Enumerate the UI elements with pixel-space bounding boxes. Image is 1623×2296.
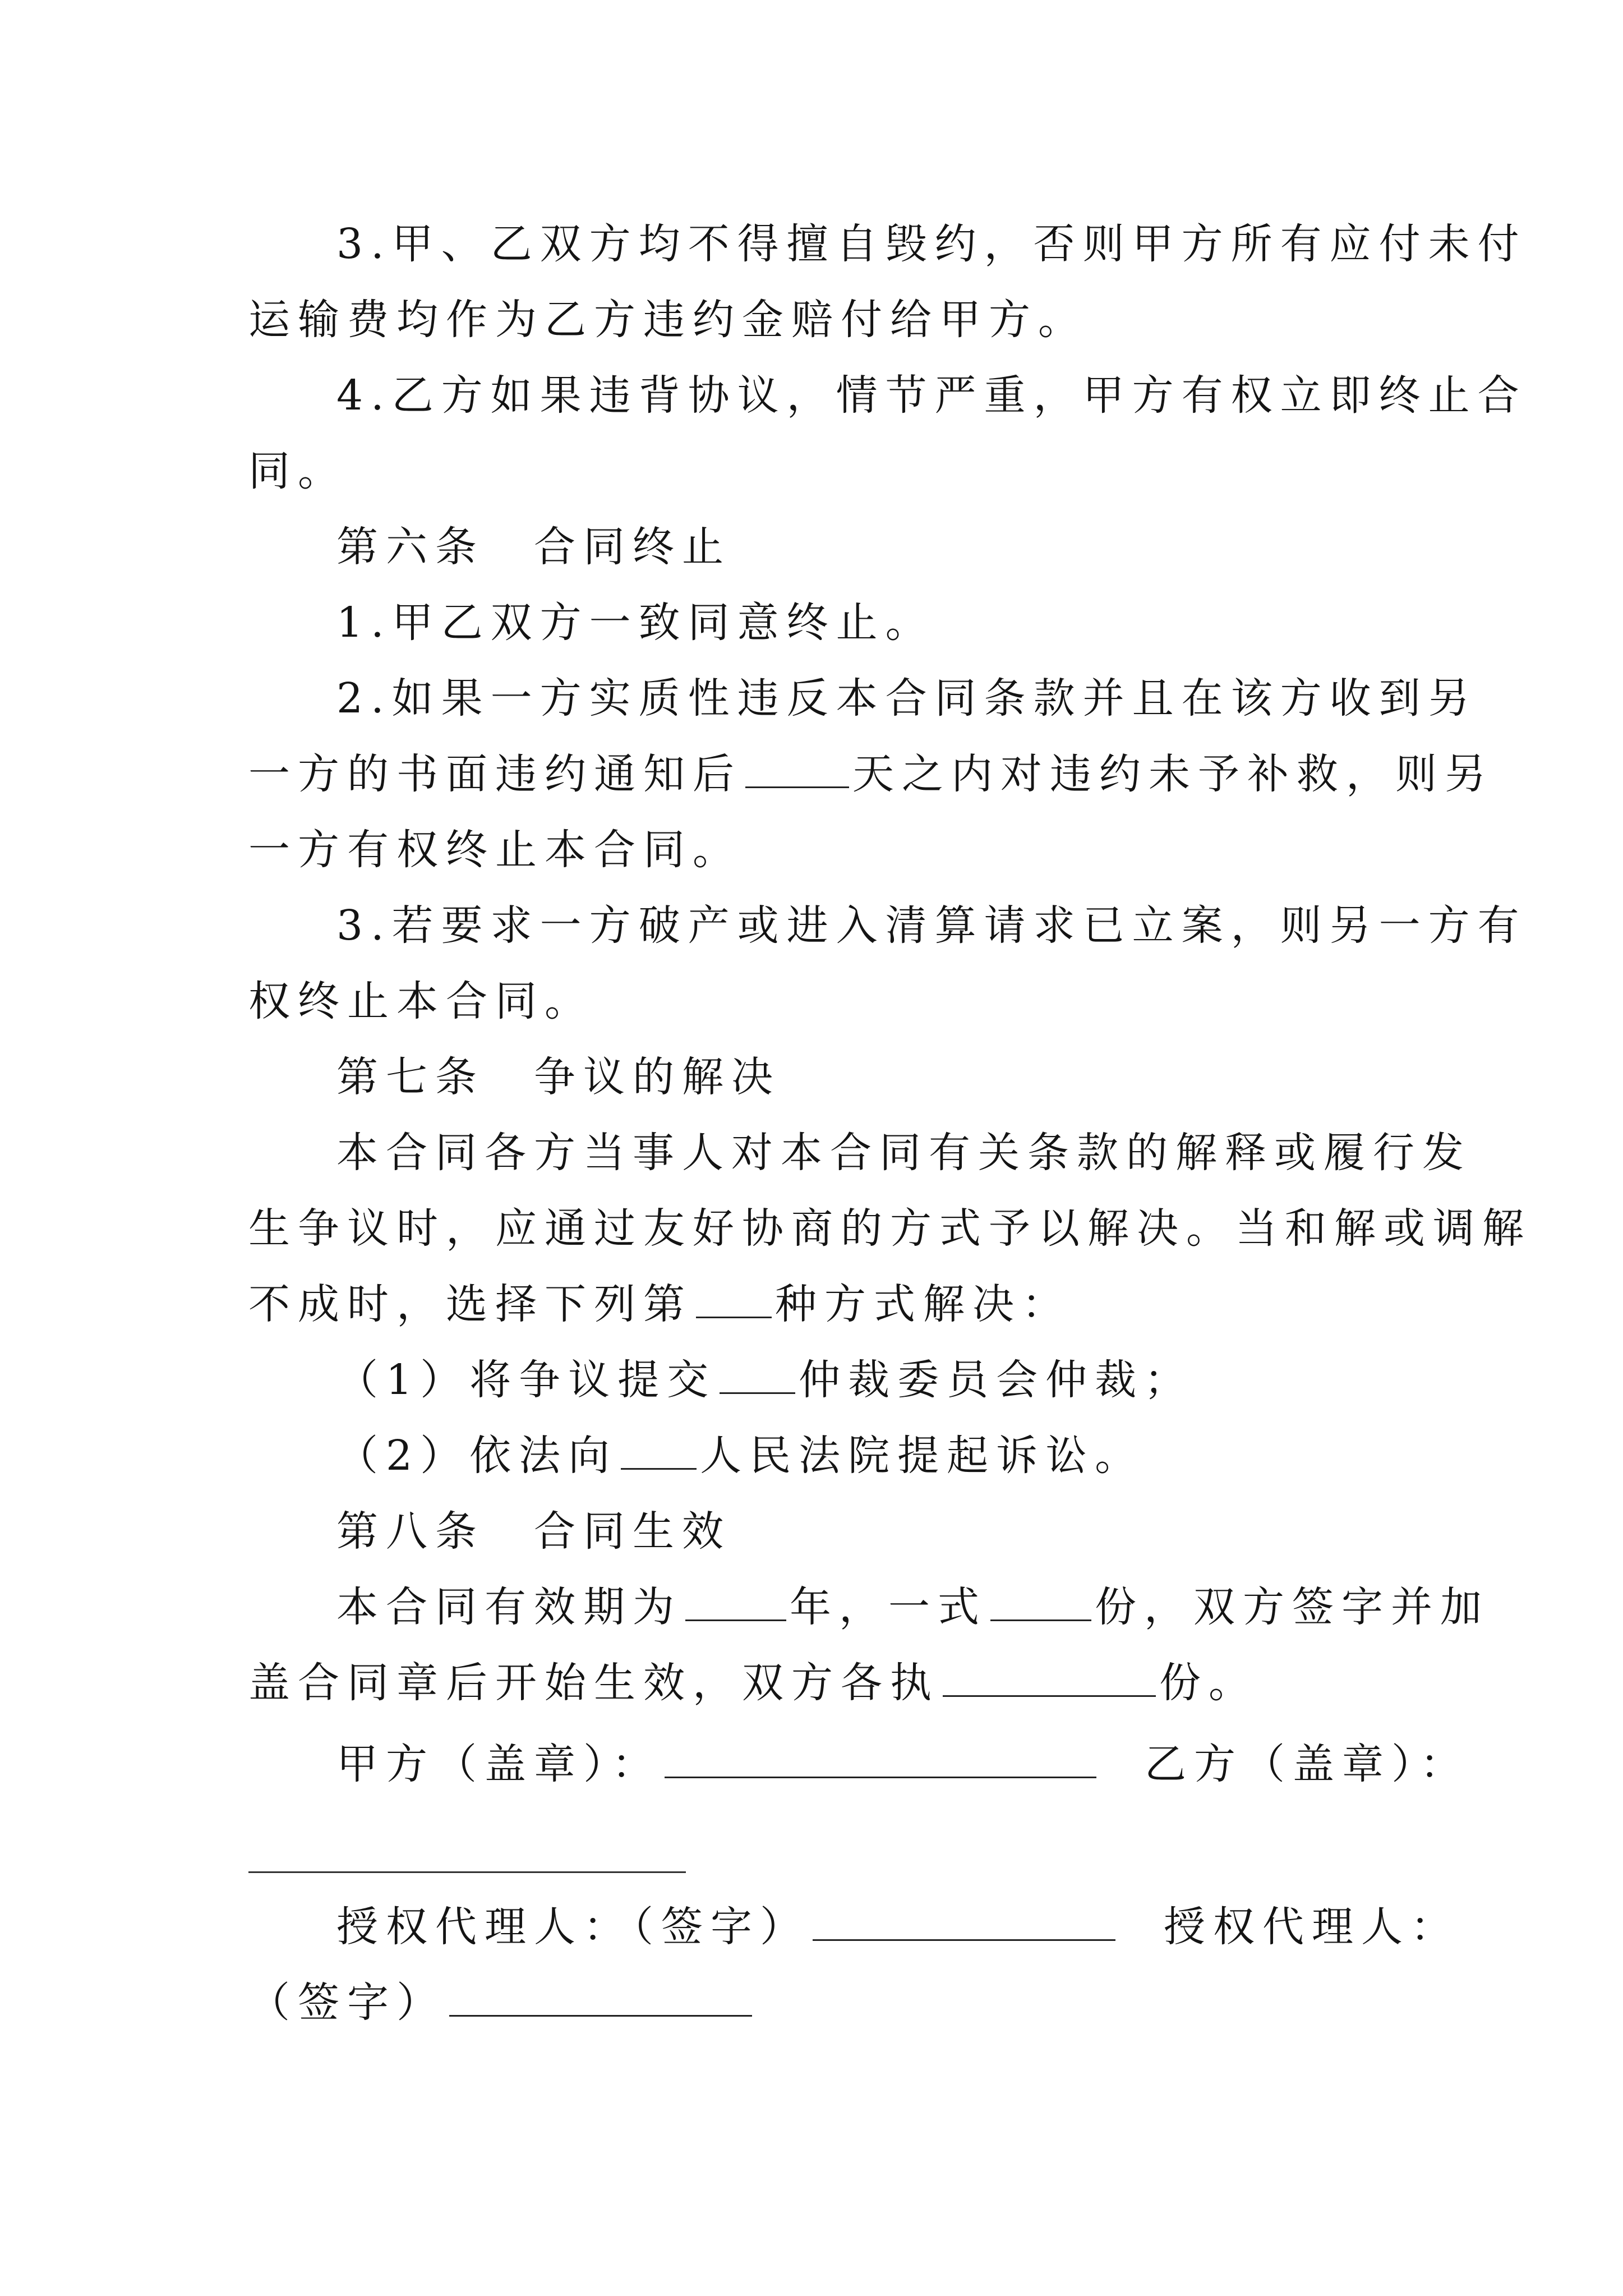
termination-item-3-line-1: 3.若要求一方破产或进入清算请求已立案，则另一方有 xyxy=(336,901,1527,950)
agent-b-signature-line xyxy=(0,1972,1623,2033)
text-segment: 盖合同章后开始生效，双方各执 xyxy=(248,1659,939,1707)
termination-item-3-line-2: 权终止本合同。 xyxy=(248,977,594,1025)
agent-b-label: 授权代理人： xyxy=(1164,1903,1460,1951)
arbitration-committee-blank xyxy=(720,1389,795,1394)
clause-4-line-1: 4.乙方如果违背协议，情节严重，甲方有权立即终止合 xyxy=(336,371,1527,420)
text-segment: 份。 xyxy=(1159,1659,1258,1707)
dispute-option-2 xyxy=(0,1425,1623,1487)
article-8-heading: 第八条 合同生效 xyxy=(336,1507,731,1556)
termination-item-2-line-3: 一方有权终止本合同。 xyxy=(248,826,742,874)
text-segment: （1）将争议提交 xyxy=(336,1356,717,1404)
text-segment: 年，一式 xyxy=(790,1583,987,1631)
option-number-blank xyxy=(696,1314,772,1318)
agent-a-signature-blank xyxy=(813,1936,1115,1941)
termination-item-1: 1.甲乙双方一致同意终止。 xyxy=(336,599,935,647)
clause-3-line-2: 运输费均作为乙方违约金赔付给甲方。 xyxy=(248,296,1087,344)
agent-a-label: 授权代理人：（签字） xyxy=(336,1903,809,1951)
signature-party-line xyxy=(0,1733,1623,1795)
agent-b-sign-label: （签字） xyxy=(248,1978,446,2027)
validity-years-blank xyxy=(685,1617,786,1621)
copies-blank xyxy=(990,1617,1091,1621)
text-segment: 仲裁委员会仲裁； xyxy=(799,1356,1194,1404)
dispute-para-line-3 xyxy=(0,1273,1623,1335)
effect-para-line-2 xyxy=(0,1652,1623,1714)
copies-each-blank xyxy=(943,1692,1156,1697)
dispute-para-line-2: 生争议时，应通过友好协商的方式予以解决。当和解或调解 xyxy=(248,1204,1532,1253)
dispute-option-1 xyxy=(0,1349,1623,1411)
text-segment: 人民法院提起诉讼。 xyxy=(700,1432,1145,1480)
days-blank xyxy=(745,784,849,788)
party-b-seal-label: 乙方（盖章）： xyxy=(1145,1740,1469,1788)
text-segment: 一方的书面违约通知后 xyxy=(248,750,742,798)
termination-item-2-line-1: 2.如果一方实质性违反本合同条款并且在该方收到另 xyxy=(336,674,1478,723)
party-b-seal-rule xyxy=(248,1871,686,1873)
party-a-seal-label: 甲方（盖章）： xyxy=(336,1740,661,1788)
text-segment: （2）依法向 xyxy=(336,1432,618,1480)
dispute-para-line-1: 本合同各方当事人对本合同有关条款的解释或履行发 xyxy=(336,1129,1472,1177)
text-segment: 种方式解决： xyxy=(775,1280,1071,1328)
text-segment: 不成时，选择下列第 xyxy=(248,1280,693,1328)
clause-4-line-2: 同。 xyxy=(248,447,347,495)
text-segment: 份，双方签字并加 xyxy=(1095,1583,1490,1631)
effect-para-line-1 xyxy=(0,1576,1623,1638)
agent-signature-line xyxy=(0,1896,1623,1958)
party-a-seal-blank xyxy=(665,1774,1096,1778)
agent-b-signature-blank xyxy=(449,2012,752,2017)
termination-item-2-line-2 xyxy=(0,743,1623,805)
court-blank xyxy=(621,1465,697,1470)
text-segment: 本合同有效期为 xyxy=(336,1583,682,1631)
article-6-heading: 第六条 合同终止 xyxy=(336,523,731,571)
clause-3-line-1: 3.甲、乙双方均不得擅自毁约，否则甲方所有应付未付 xyxy=(336,220,1527,268)
article-7-heading: 第七条 争议的解决 xyxy=(336,1053,781,1101)
text-segment: 天之内对违约未予补救，则另 xyxy=(852,750,1494,798)
